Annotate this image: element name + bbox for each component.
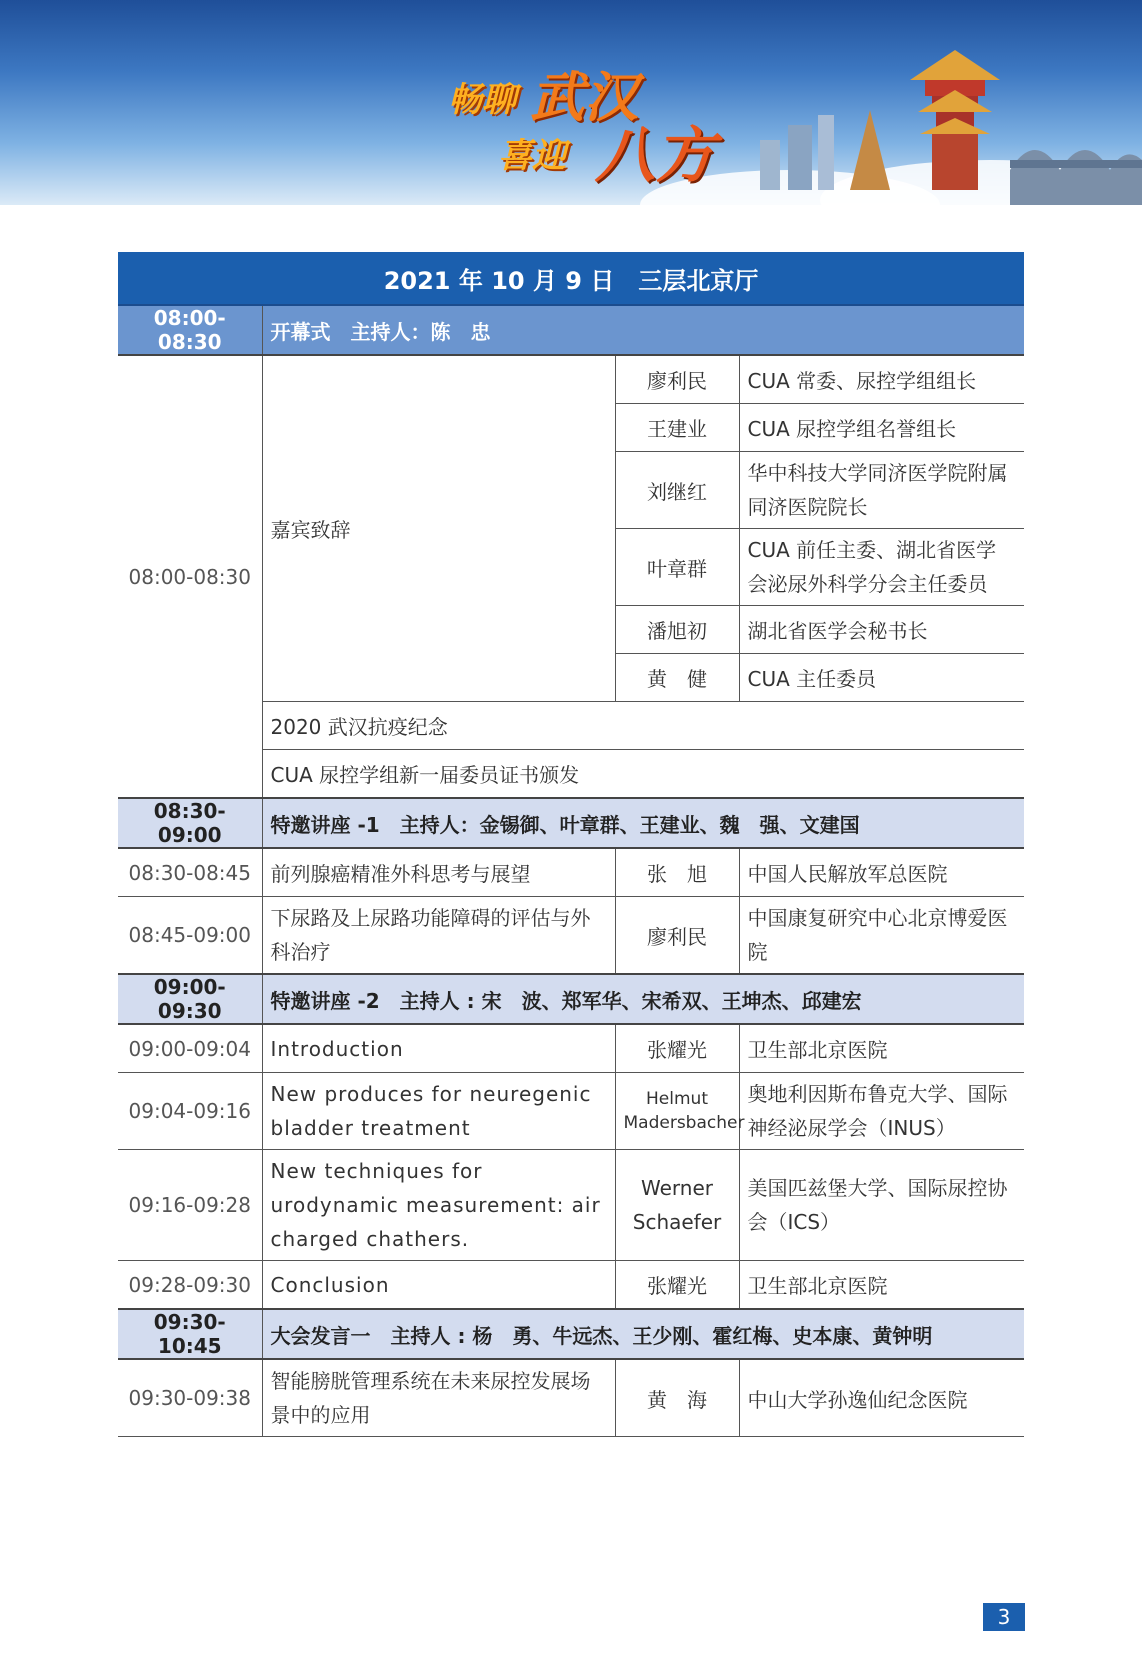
schedule-table xyxy=(118,252,1024,1437)
row-time: 09:00-09:04 xyxy=(118,1024,262,1073)
banner-slogan-2: 武汉 xyxy=(530,65,638,129)
row-time: 08:00-08:30 xyxy=(118,355,262,798)
header-banner xyxy=(0,0,1142,205)
speaker-name: 王建业 xyxy=(615,404,739,452)
speaker-name: 张耀光 xyxy=(615,1024,739,1073)
table-row xyxy=(118,355,1024,404)
row-topic: 智能膀胱管理系统在未来尿控发展场景中的应用 xyxy=(262,1359,615,1437)
row-topic: 前列腺癌精准外科思考与展望 xyxy=(262,848,615,897)
row-time: 08:45-09:00 xyxy=(118,897,262,975)
table-row xyxy=(118,1150,1024,1261)
section-time: 08:30-09:00 xyxy=(118,798,262,848)
section-row-lecture-1 xyxy=(118,798,1024,848)
speaker-affiliation: 中山大学孙逸仙纪念医院 xyxy=(739,1359,1024,1437)
row-time: 09:30-09:38 xyxy=(118,1359,262,1437)
schedule-header-row xyxy=(118,252,1024,305)
speaker-affiliation: 华中科技大学同济医学院附属同济医院院长 xyxy=(739,452,1024,529)
speaker-name: 潘旭初 xyxy=(615,606,739,654)
speaker-affiliation: 中国人民解放军总医院 xyxy=(739,848,1024,897)
row-topic: New produces for neuregenic bladder treatment xyxy=(262,1073,615,1150)
speaker-affiliation: CUA 主任委员 xyxy=(739,654,1024,702)
table-row xyxy=(118,1073,1024,1150)
speaker-affiliation: 湖北省医学会秘书长 xyxy=(739,606,1024,654)
section-row-lecture-2 xyxy=(118,974,1024,1024)
speaker-name: 黄 海 xyxy=(615,1359,739,1437)
section-title: 大会发言一 主持人 : 杨 勇、牛远杰、王少刚、霍红梅、史本康、黄钟明 xyxy=(262,1309,1024,1359)
banner-slogan-4: 八方 xyxy=(595,121,715,191)
speaker-name: Werner Schaefer xyxy=(615,1150,739,1261)
row-topic: New techniques for urodynamic measurement: air charged chathers. xyxy=(262,1150,615,1261)
row-topic: Conclusion xyxy=(262,1261,615,1310)
speaker-name: 廖利民 xyxy=(615,897,739,975)
section-title: 特邀讲座 -2 主持人 : 宋 波、郑军华、宋希双、王坤杰、邱建宏 xyxy=(262,974,1024,1024)
speaker-affiliation: 美国匹兹堡大学、国际尿控协会（ICS） xyxy=(739,1150,1024,1261)
row-topic: 嘉宾致辞 xyxy=(262,355,615,702)
section-time: 09:00-09:30 xyxy=(118,974,262,1024)
section-row-opening xyxy=(118,305,1024,355)
banner-slogan-3: 喜迎 xyxy=(498,136,566,176)
speaker-name: 张 旭 xyxy=(615,848,739,897)
row-time: 09:16-09:28 xyxy=(118,1150,262,1261)
speaker-affiliation: CUA 前任主委、湖北省医学会泌尿外科学分会主任委员 xyxy=(739,529,1024,606)
schedule-header: 2021 年 10 月 9 日 三层北京厅 xyxy=(118,252,1024,305)
speaker-name: 黄 健 xyxy=(615,654,739,702)
section-title: 开幕式 主持人：陈 忠 xyxy=(262,305,1024,355)
section-time: 09:30-10:45 xyxy=(118,1309,262,1359)
row-topic: CUA 尿控学组新一届委员证书颁发 xyxy=(262,750,1024,799)
speaker-affiliation: 卫生部北京医院 xyxy=(739,1261,1024,1310)
speaker-name: 廖利民 xyxy=(615,355,739,404)
table-row xyxy=(118,848,1024,897)
wuhan-skyline-illustration xyxy=(760,20,1142,205)
speaker-name: 张耀光 xyxy=(615,1261,739,1310)
speaker-name: 叶章群 xyxy=(615,529,739,606)
row-time: 08:30-08:45 xyxy=(118,848,262,897)
speaker-affiliation: 卫生部北京医院 xyxy=(739,1024,1024,1073)
speaker-affiliation: 奥地利因斯布鲁克大学、国际神经泌尿学会（INUS） xyxy=(739,1073,1024,1150)
row-time: 09:04-09:16 xyxy=(118,1073,262,1150)
page-number: 3 xyxy=(983,1603,1025,1631)
speaker-affiliation: 中国康复研究中心北京博爱医院 xyxy=(739,897,1024,975)
row-topic: 2020 武汉抗疫纪念 xyxy=(262,702,1024,750)
table-row xyxy=(118,1024,1024,1073)
speaker-affiliation: CUA 尿控学组名誉组长 xyxy=(739,404,1024,452)
row-time: 09:28-09:30 xyxy=(118,1261,262,1310)
speaker-affiliation: CUA 常委、尿控学组组长 xyxy=(739,355,1024,404)
section-time: 08:00-08:30 xyxy=(118,305,262,355)
banner-slogan-1: 畅聊 xyxy=(448,80,516,120)
section-row-plenary-1 xyxy=(118,1309,1024,1359)
table-row xyxy=(118,1261,1024,1310)
row-topic: 下尿路及上尿路功能障碍的评估与外科治疗 xyxy=(262,897,615,975)
table-row xyxy=(118,1359,1024,1437)
table-row xyxy=(118,897,1024,975)
speaker-name: Helmut Madersbacher xyxy=(615,1073,739,1150)
speaker-name: 刘继红 xyxy=(615,452,739,529)
row-topic: Introduction xyxy=(262,1024,615,1073)
section-title: 特邀讲座 -1 主持人：金锡御、叶章群、王建业、魏 强、文建国 xyxy=(262,798,1024,848)
